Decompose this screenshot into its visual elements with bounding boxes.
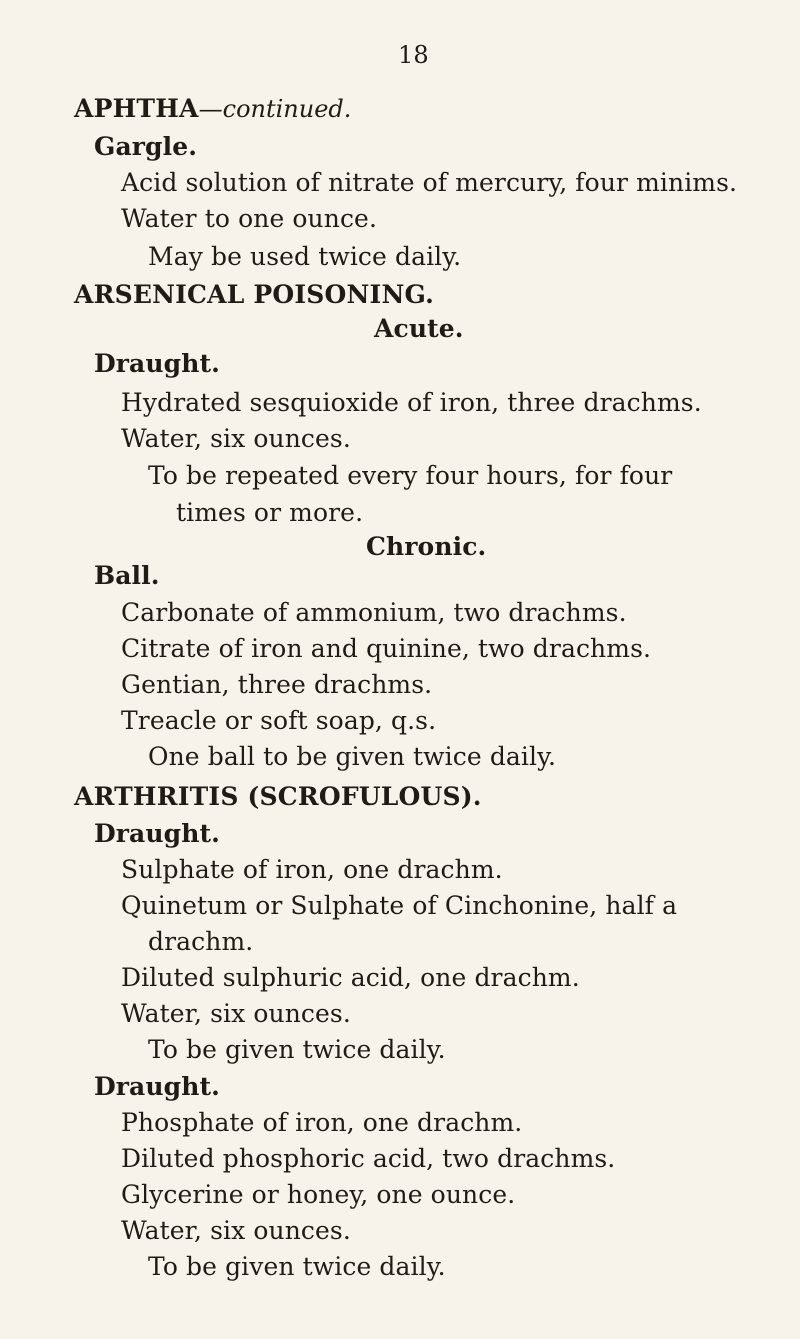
gargle-ingredient: Acid solution of nitrate of mercury, four minims. bbox=[121, 168, 738, 197]
chronic-ball-heading: Ball. bbox=[94, 561, 160, 590]
acute-draught-instruction-continuation: times or more. bbox=[176, 498, 364, 527]
chronic-ball-ingredient: Citrate of iron and quinine, two drachms. bbox=[121, 634, 652, 663]
arthritis-heading: ARTHRITIS (SCROFULOUS). bbox=[74, 782, 482, 811]
gargle-ingredient: Water to one ounce. bbox=[121, 204, 378, 233]
arthritis-draught-ingredient: Diluted sulphuric acid, one drachm. bbox=[121, 963, 580, 992]
arthritis-second-draught-ingredient: Glycerine or honey, one ounce. bbox=[121, 1180, 516, 1209]
gargle-instruction: May be used twice daily. bbox=[148, 242, 462, 271]
arsenical-poisoning-heading: ARSENICAL POISONING. bbox=[74, 280, 435, 309]
gargle-heading: Gargle. bbox=[94, 132, 198, 161]
arthritis-second-draught-ingredient: Diluted phosphoric acid, two drachms. bbox=[121, 1144, 616, 1173]
aphtha-title: APHTHA bbox=[74, 94, 199, 123]
arthritis-second-draught-instruction: To be given twice daily. bbox=[148, 1252, 446, 1281]
arthritis-draught-ingredient: Water, six ounces. bbox=[121, 999, 351, 1028]
acute-subheading: Acute. bbox=[374, 314, 464, 343]
page-number: 18 bbox=[398, 41, 429, 69]
chronic-ball-ingredient: Treacle or soft soap, q.s. bbox=[121, 706, 437, 735]
acute-draught-heading: Draught. bbox=[94, 349, 220, 378]
aphtha-heading bbox=[74, 96, 351, 121]
arthritis-second-draught-heading: Draught. bbox=[94, 1072, 220, 1101]
chronic-ball-ingredient: Carbonate of ammonium, two drachms. bbox=[121, 598, 627, 627]
continued-note: —continued. bbox=[198, 95, 352, 123]
arthritis-draught-ingredient: Quinetum or Sulphate of Cinchonine, half a bbox=[121, 891, 678, 920]
arthritis-draught-ingredient: Sulphate of iron, one drachm. bbox=[121, 855, 503, 884]
arthritis-second-draught-ingredient: Water, six ounces. bbox=[121, 1216, 351, 1245]
chronic-subheading: Chronic. bbox=[366, 532, 487, 561]
chronic-ball-instruction: One ball to be given twice daily. bbox=[148, 742, 557, 771]
acute-draught-instruction: To be repeated every four hours, for four bbox=[148, 461, 673, 490]
arthritis-draught-ingredient-continuation: drachm. bbox=[148, 927, 254, 956]
arthritis-draught-heading: Draught. bbox=[94, 819, 220, 848]
arthritis-draught-instruction: To be given twice daily. bbox=[148, 1035, 446, 1064]
arthritis-second-draught-ingredient: Phosphate of iron, one drachm. bbox=[121, 1108, 523, 1137]
acute-draught-ingredient: Hydrated sesquioxide of iron, three drachms. bbox=[121, 388, 702, 417]
acute-draught-ingredient: Water, six ounces. bbox=[121, 424, 351, 453]
chronic-ball-ingredient: Gentian, three drachms. bbox=[121, 670, 433, 699]
